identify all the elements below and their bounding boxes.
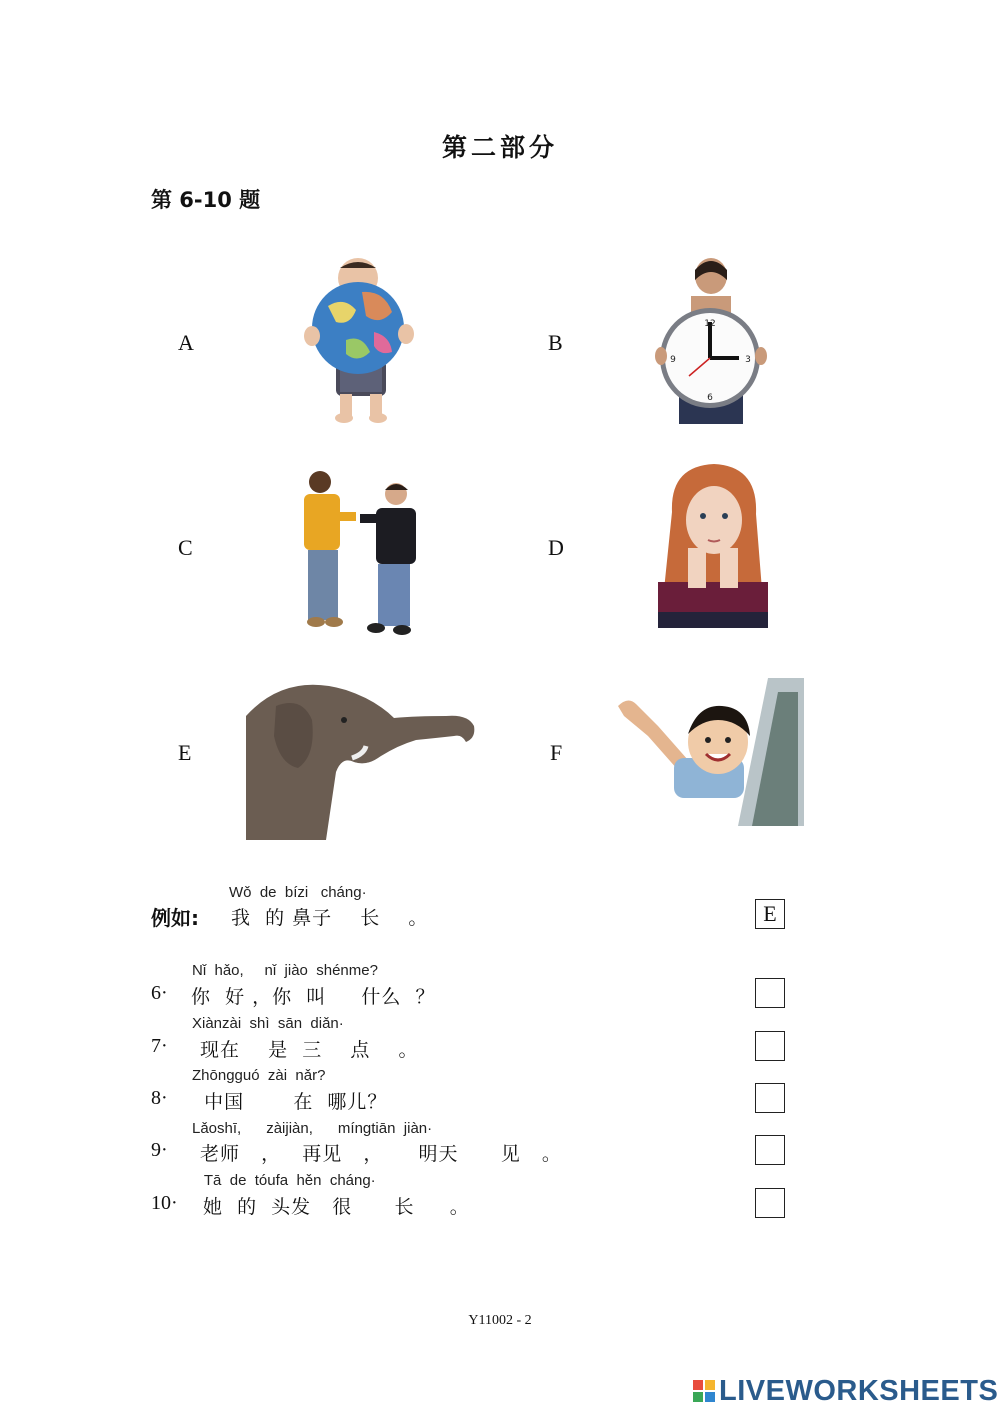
question-7-hanzi: 现在 是 三 点 。 [200,1039,419,1061]
question-6-hanzi: 你 好 ，你 叫 什么 ？ [191,986,436,1008]
svg-text:6: 6 [707,393,713,403]
svg-text:3: 3 [745,355,751,365]
question-range: 第 6-10 题 [151,188,261,212]
liveworksheets-logo-icon [693,1380,715,1402]
question-6-pinyin: Nǐ hǎo, nǐ jiào shénme? [192,962,378,979]
example-pinyin: Wǒ de bízi cháng· [229,884,367,901]
question-number-7: 7· [151,1035,168,1057]
question-number-8: 8· [151,1087,168,1109]
example-label: 例如: [151,906,199,930]
boys-shaking-hands-icon [298,470,428,636]
question-10-pinyin: Tā de tóufa hěn cháng· [200,1172,376,1189]
question-8-pinyin: Zhōngguó zài nǎr? [192,1067,326,1084]
answer-box-8[interactable] [755,1083,785,1113]
svg-text:12: 12 [704,319,716,329]
answer-box-9[interactable] [755,1135,785,1165]
answer-box-10[interactable] [755,1188,785,1218]
woman-holding-clock-icon [655,256,767,424]
question-9-hanzi: 老师 ， 再见 ， 明天 见 。 [200,1143,562,1165]
question-8-hanzi: 中国 在 哪儿？ [190,1091,388,1113]
boy-waving-from-car-icon [618,676,804,826]
baby-holding-globe-icon [300,256,420,426]
answer-box-7[interactable] [755,1031,785,1061]
question-number-9: 9· [151,1139,168,1161]
question-9-pinyin: Lǎoshī, zàijiàn, míngtiān jiàn· [192,1120,433,1137]
option-letter-f: F [550,740,563,765]
question-number-10: 10· [151,1192,178,1214]
svg-text:9: 9 [670,355,676,365]
question-7-pinyin: Xiànzài shì sān diǎn· [192,1015,344,1032]
example-hanzi: 我 的 鼻子 长 。 [231,907,429,929]
brand-name: LIVEWORKSHEETS [719,1375,999,1407]
page-code: Y11002 - 2 [468,1313,532,1328]
option-letter-b: B [548,330,563,355]
option-letter-a: A [178,330,194,355]
liveworksheets-brand[interactable] [693,1375,998,1408]
option-letter-c: C [178,535,193,560]
option-letter-d: D [548,535,564,560]
elephant-icon [246,676,478,840]
option-letter-e: E [178,740,192,765]
girl-thinking-icon [658,462,768,628]
question-number-6: 6· [151,982,168,1004]
answer-box-6[interactable] [755,978,785,1008]
question-10-hanzi: 她 的 头发 很 长 。 [203,1196,470,1218]
example-answer-box: E [755,899,785,929]
section-title: 第二部分 [441,133,558,162]
